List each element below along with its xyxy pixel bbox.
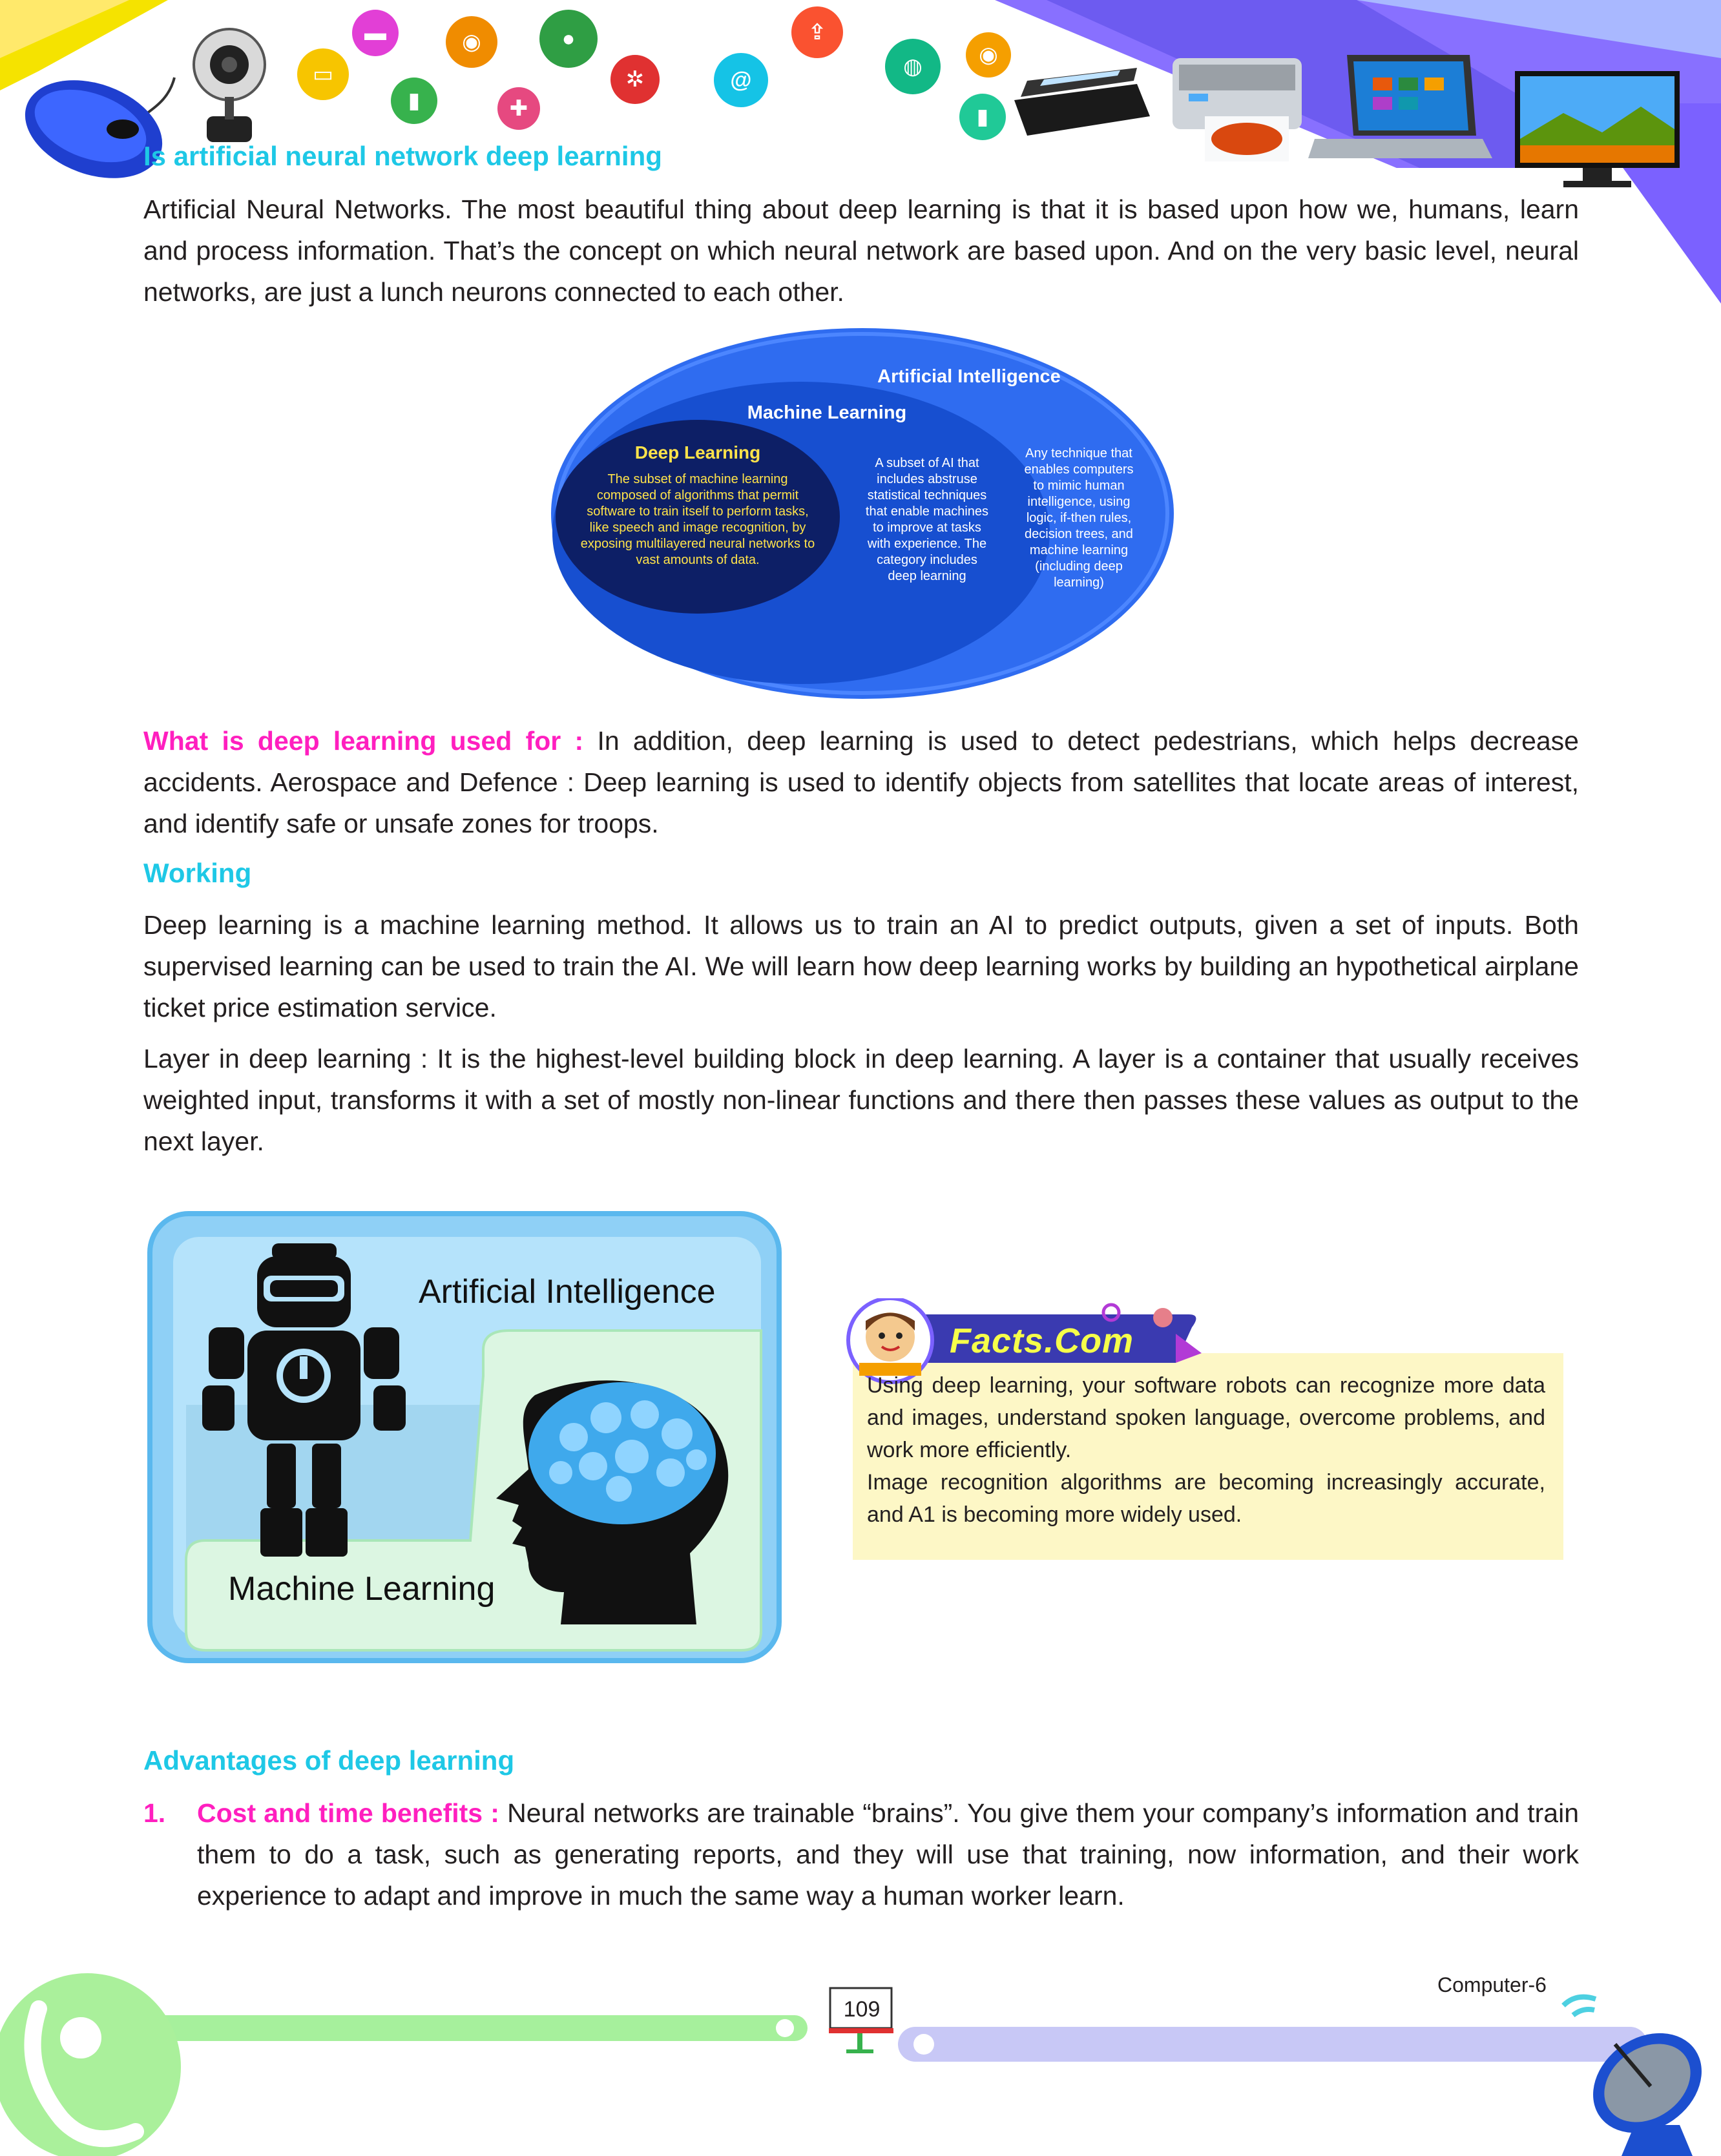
advantages-heading: Advantages of deep learning (143, 1745, 515, 1776)
ml-description: A subset of AI that includes abstruse statistical techniques that enable machines to improve at tasks with experience. The category includes deep learning (865, 456, 989, 583)
people-network-icon: ● (539, 10, 598, 68)
working-paragraph-2: Layer in deep learning : It is the highest-level building block in deep learning. A layer is a container that usually receives weighted input, transforms it with a set of mostly non-linear functions and there then passes these values as output to the next layer. (143, 1044, 1579, 1156)
ai-title: Artificial Intelligence (877, 366, 1061, 387)
bar-chart-icon: ▮ (391, 78, 437, 124)
book-label: Computer-6 (1437, 1973, 1547, 1996)
page-number: 109 (843, 1997, 881, 2022)
working-heading: Working (143, 858, 252, 888)
scanner-icon (1008, 61, 1153, 145)
ai-ml-dl-venn-diagram (549, 326, 1176, 701)
folder-icon: ▬ (352, 10, 399, 56)
working-paragraph-1: Deep learning is a machine learning method. It allows us to train an AI to predict outputs, given a set of inputs. Both supervised learning can be used to train the AI. We will learn how deep learning works by building an hypothetical airplane ticket price estimation service. (143, 910, 1579, 1022)
mouse-orange-icon: ◉ (966, 32, 1011, 78)
ai-description: Any technique that enables computers to mimic human intelligence, using logic, if-then rules, decision trees, and machine learning (including deep learning) (1024, 446, 1134, 590)
globe-icon: ◍ (885, 39, 941, 94)
desktop-monitor-icon (1512, 68, 1686, 191)
webcam-icon (181, 26, 278, 149)
mouse-small-icon: ◉ (446, 16, 497, 68)
gears-icon: ✲ (610, 55, 660, 104)
stats-icon: ▮ (959, 94, 1006, 140)
satellite-dish-icon (1563, 1997, 1721, 2156)
advantage-item-1: Cost and time benefits : Neural networks are trainable “brains”. You give them your company’s information and train them to do a task, such as generating reports, and they will use that training, now information, and their work experience to adapt and improve in much the same way a human worker learn. (197, 1798, 1579, 1911)
monitor-icon: ▭ (297, 48, 349, 100)
facts-text (867, 1369, 1545, 1531)
upload-icon: ⇪ (791, 6, 843, 58)
section-heading-neural-network: Is artificial neural network deep learning (143, 141, 662, 171)
dl-title: Deep Learning (634, 442, 761, 462)
ai-ml-illustration (147, 1211, 782, 1663)
uses-label: What is deep learning used for : (143, 726, 584, 756)
advantage-label: Cost and time benefits : (197, 1798, 499, 1828)
gamepad-icon: ✚ (497, 87, 540, 130)
intro-paragraph: Artificial Neural Networks. The most beautiful thing about deep learning is that it is based upon how we, humans, learn and process information. That’s the concept on which neural network are based upon. And on the very basic level, neural networks, are just a lunch neurons connected to each other. (143, 194, 1579, 307)
dl-description: The subset of machine learning composed of algorithms that permit software to train itself to perform tasks, like speech and image recognition, by exposing multilayered neural networks to vast amounts of data. (580, 472, 815, 567)
ml-title: Machine Learning (747, 402, 907, 423)
ai-picture-label: Artificial Intelligence (419, 1273, 716, 1311)
facts-paragraph-2: Image recognition algorithms are becoming increasingly accurate, and A1 is becoming more widely used. (867, 1470, 1545, 1527)
deep-learning-uses-paragraph: What is deep learning used for : In addition, deep learning is used to detect pedestrians, which helps decrease accidents. Aerospace and Defence : Deep learning is used to identify objects from satellites that locate areas of interest, and identify safe or unsafe zones for troops. (143, 726, 1579, 838)
at-sign-icon: @ (714, 53, 768, 107)
advantage-number: 1. (143, 1798, 166, 1828)
facts-title: Facts.Com (950, 1322, 1134, 1360)
laptop-icon (1308, 52, 1496, 168)
facts-paragraph-1: Using deep learning, your software robots can recognize more data and images, understand spoken language, overcome problems, and work more efficiently. (867, 1373, 1545, 1462)
facts-box (840, 1298, 1563, 1563)
ml-picture-label: Machine Learning (228, 1570, 495, 1608)
printer-icon (1166, 45, 1315, 168)
